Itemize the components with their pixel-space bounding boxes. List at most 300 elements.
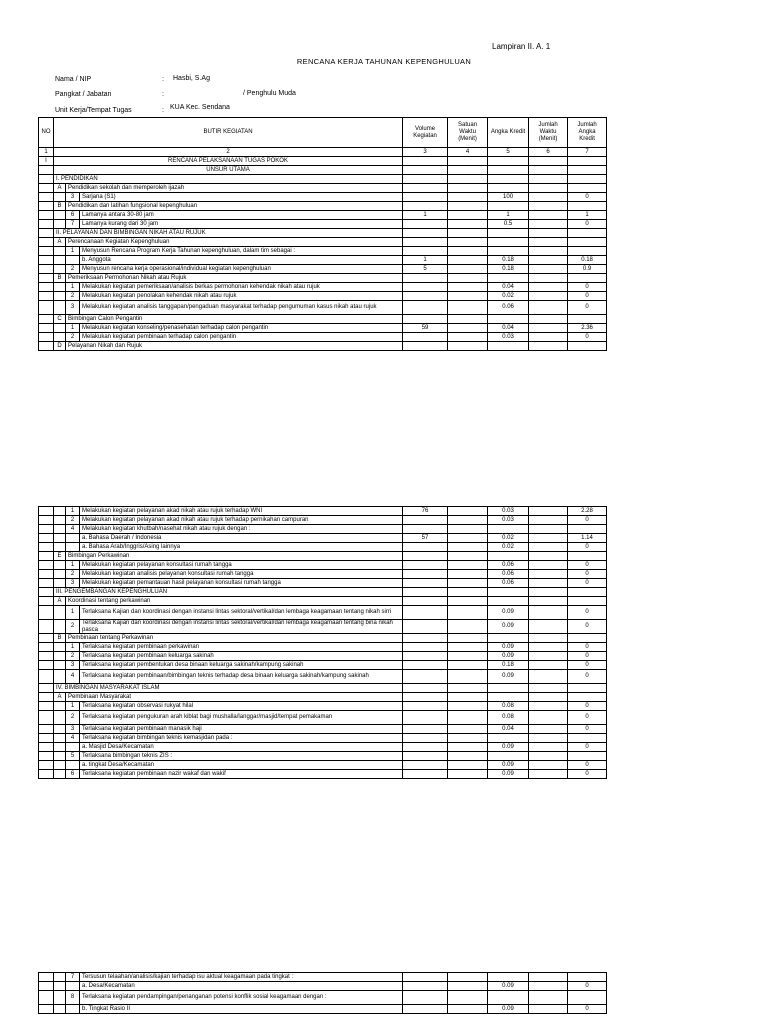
cell-no: [39, 1005, 54, 1014]
cell-no: [39, 220, 54, 229]
cell-jumlah-waktu: [529, 516, 568, 525]
cell-sub-letter: A: [54, 184, 66, 193]
cell-jumlah-angka: 0.18: [568, 256, 607, 265]
cell-item-text: Terlaksana bimbingan teknis ZIS :: [80, 752, 403, 761]
cell-no: I: [39, 157, 54, 166]
cell-angka-kredit: 0.09: [488, 743, 529, 752]
cell-no: [39, 588, 54, 597]
table-row: [39, 588, 607, 597]
cell-jumlah-angka: [568, 525, 607, 534]
cell-jumlah-angka: [568, 247, 607, 256]
cell-no: [39, 652, 54, 661]
cell-sub-letter: [54, 752, 66, 761]
cell-sub-heading: Bimbingan Calon Pengantin: [66, 315, 403, 324]
table-row: [39, 157, 607, 166]
cell-volume: [403, 342, 448, 351]
cell-jumlah-angka: [568, 693, 607, 702]
cell-volume: [403, 175, 448, 184]
cell-item-number: 2: [66, 620, 80, 634]
cell-satuan: [448, 561, 488, 570]
cell-angka-kredit: 0.09: [488, 643, 529, 652]
cell-angka-kredit: [488, 315, 529, 324]
cell-no: [39, 552, 54, 561]
cell-item-text: Terlaksana kegiatan pembinaan keluarga sakinah: [80, 652, 403, 661]
cell-jumlah-angka: 0: [568, 982, 607, 991]
table-row: [39, 202, 607, 211]
cell-angka-kredit: 0.09: [488, 982, 529, 991]
cell-jumlah-waktu: [529, 292, 568, 301]
cell-angka-kredit: [488, 342, 529, 351]
cell-item-text: Terlaksana kegiatan pembentukan desa binaan keluarga sakinah/kampung sakinah: [80, 661, 403, 670]
cell-sub-letter: [54, 324, 66, 333]
cell-jumlah-waktu: [529, 606, 568, 620]
cell-sub-heading: Pembinaan Masyarakat: [66, 693, 403, 702]
cell-satuan: [448, 220, 488, 229]
cell-satuan: [448, 725, 488, 734]
cell-item-text: Melakukan kegiatan pelayanan akad nikah atau rujuk terhadap WNI: [80, 507, 403, 516]
cell-jumlah-angka: [568, 552, 607, 561]
table-row: [39, 543, 607, 552]
cell-sub-letter: [54, 734, 66, 743]
cell-no: [39, 561, 54, 570]
cell-no: [39, 211, 54, 220]
cell-item-text: Melakukan kegiatan analisis pelayanan konsultasi rumah tangga: [80, 570, 403, 579]
cell-satuan: [448, 283, 488, 292]
info-value-nama: Hasbi, S.Ag: [173, 75, 210, 82]
cell-sub-letter: [54, 265, 66, 274]
col-number: 6: [529, 148, 568, 157]
cell-sub-letter: [54, 606, 66, 620]
cell-volume: [403, 301, 448, 315]
cell-no: [39, 516, 54, 525]
table-row: [39, 175, 607, 184]
cell-item-text: Melakukan kegiatan pelayanan akad nikah atau rujuk terhadap pernikahan campuran: [80, 516, 403, 525]
cell-sub-letter: A: [54, 238, 66, 247]
cell-volume: [403, 184, 448, 193]
cell-item-number: 2: [66, 292, 80, 301]
cell-jumlah-waktu: [529, 507, 568, 516]
table-row: [39, 620, 607, 634]
cell-item-number: 8: [66, 991, 80, 1005]
table-row: [39, 973, 607, 982]
cell-satuan: [448, 552, 488, 561]
cell-angka-kredit: [488, 274, 529, 283]
cell-sub-letter: [54, 702, 66, 711]
cell-volume: 57: [403, 534, 448, 543]
cell-jumlah-waktu: [529, 561, 568, 570]
table-row: [39, 991, 607, 1005]
cell-satuan: [448, 991, 488, 1005]
cell-satuan: [448, 315, 488, 324]
cell-item-text: Terlaksana kegiatan observasi rukyat hilal: [80, 702, 403, 711]
cell-item-text: Terlaksana kegiatan pembinaan nazir wakaf dan wakif: [80, 770, 403, 779]
cell-item-number: 3: [66, 579, 80, 588]
cell-no: [39, 770, 54, 779]
cell-jumlah-waktu: [529, 693, 568, 702]
table-header-row: [39, 118, 607, 148]
cell-volume: [403, 661, 448, 670]
cell-item-number: 5: [66, 752, 80, 761]
cell-sub-letter: [54, 982, 66, 991]
cell-volume: [403, 166, 448, 175]
table-row: [39, 579, 607, 588]
cell-jumlah-angka: [568, 175, 607, 184]
cell-volume: [403, 725, 448, 734]
cell-item-number: [66, 743, 80, 752]
cell-item-text: Melakukan kegiatan khutbah/nasehat nikah atau rujuk dengan :: [80, 525, 403, 534]
cell-jumlah-waktu: [529, 525, 568, 534]
col-number: 2: [54, 148, 403, 157]
cell-sub-heading: Pemeriksaan Permohonan Nikah atau Rujuk: [66, 274, 403, 283]
cell-volume: [403, 734, 448, 743]
cell-satuan: [448, 606, 488, 620]
cell-jumlah-waktu: [529, 643, 568, 652]
cell-sub-heading: Pembinaan tentang Perkawinan: [66, 634, 403, 643]
cell-item-number: 3: [66, 301, 80, 315]
cell-item-number: 1: [66, 507, 80, 516]
cell-volume: [403, 561, 448, 570]
cell-item-number: 1: [66, 247, 80, 256]
info-colon: :: [162, 107, 164, 114]
cell-item-text: a. Desa/Kecamatan: [80, 982, 403, 991]
cell-item-text: Terlaksana kegiatan pembinaan manasik haji: [80, 725, 403, 734]
cell-satuan: [448, 301, 488, 315]
cell-jumlah-angka: 0: [568, 193, 607, 202]
cell-volume: [403, 702, 448, 711]
cell-no: [39, 301, 54, 315]
cell-jumlah-angka: 1.14: [568, 534, 607, 543]
cell-item-text: Melakukan kegiatan konseling/penasehatan terhadap calon pengantin: [80, 324, 403, 333]
cell-jumlah-angka: [568, 315, 607, 324]
cell-item-text: Terlaksana Kajian dan koordinasi dengan instansi lintas sektoral/vertikal/dan lembaga keagamaan tentang bina nikah pasca: [80, 620, 403, 634]
cell-jumlah-angka: 0: [568, 516, 607, 525]
cell-no: [39, 684, 54, 693]
cell-jumlah-waktu: [529, 229, 568, 238]
cell-no: [39, 507, 54, 516]
cell-angka-kredit: [488, 684, 529, 693]
cell-volume: [403, 634, 448, 643]
cell-jumlah-waktu: [529, 202, 568, 211]
cell-satuan: [448, 711, 488, 725]
cell-no: [39, 643, 54, 652]
cell-angka-kredit: 0.18: [488, 256, 529, 265]
cell-jumlah-angka: 0: [568, 292, 607, 301]
cell-volume: [403, 761, 448, 770]
cell-sub-letter: [54, 534, 66, 543]
cell-sub-letter: D: [54, 342, 66, 351]
cell-item-text: a. tingkat Desa/Kecamatan: [80, 761, 403, 770]
cell-jumlah-waktu: [529, 579, 568, 588]
info-colon: :: [162, 76, 164, 83]
cell-no: [39, 711, 54, 725]
cell-angka-kredit: 0.06: [488, 301, 529, 315]
cell-item-text: Menyusun Rencana Program Kerja Tahunan kepenghuluan, dalam tim sebagai :: [80, 247, 403, 256]
cell-sub-letter: B: [54, 634, 66, 643]
cell-angka-kredit: [488, 157, 529, 166]
cell-sub-heading: Perencanaan Kegiatan Kepenghuluan: [66, 238, 403, 247]
cell-jumlah-waktu: [529, 588, 568, 597]
cell-satuan: [448, 333, 488, 342]
cell-jumlah-angka: 0: [568, 670, 607, 684]
cell-volume: 76: [403, 507, 448, 516]
cell-jumlah-angka: 0: [568, 652, 607, 661]
cell-jumlah-waktu: [529, 620, 568, 634]
cell-jumlah-angka: 0: [568, 725, 607, 734]
cell-jumlah-angka: [568, 734, 607, 743]
cell-item-number: 2: [66, 265, 80, 274]
cell-item-number: 3: [66, 661, 80, 670]
cell-sub-letter: [54, 579, 66, 588]
cell-sub-letter: [54, 991, 66, 1005]
cell-no: [39, 982, 54, 991]
cell-jumlah-waktu: [529, 247, 568, 256]
cell-volume: [403, 606, 448, 620]
cell-item-number: 6: [66, 770, 80, 779]
cell-jumlah-angka: 0: [568, 702, 607, 711]
cell-satuan: [448, 743, 488, 752]
cell-item-number: 1: [66, 606, 80, 620]
cell-angka-kredit: 0.04: [488, 324, 529, 333]
cell-angka-kredit: 0.04: [488, 725, 529, 734]
cell-angka-kredit: 0.5: [488, 220, 529, 229]
cell-item-text: Sarjana (S1): [80, 193, 403, 202]
cell-no: [39, 525, 54, 534]
info-value-unit: KUA Kec. Sendana: [170, 104, 230, 111]
cell-jumlah-waktu: [529, 543, 568, 552]
cell-sub-heading: Koordinasi tentang perkawinan: [66, 597, 403, 606]
cell-angka-kredit: 0.02: [488, 543, 529, 552]
cell-satuan: [448, 193, 488, 202]
cell-section-heading: III. PENGEMBANGAN KEPENGHULUAN: [54, 588, 403, 597]
lampiran-label: Lampiran II. A. 1: [492, 42, 551, 51]
cell-angka-kredit: 0.03: [488, 333, 529, 342]
cell-item-number: 1: [66, 643, 80, 652]
cell-jumlah-waktu: [529, 734, 568, 743]
cell-no: [39, 283, 54, 292]
table-row: [39, 534, 607, 543]
cell-jumlah-angka: 0: [568, 579, 607, 588]
table-row: [39, 643, 607, 652]
cell-angka-kredit: 100: [488, 193, 529, 202]
cell-volume: [403, 588, 448, 597]
table-row: [39, 561, 607, 570]
cell-volume: [403, 597, 448, 606]
cell-no: [39, 315, 54, 324]
cell-angka-kredit: 0.03: [488, 507, 529, 516]
cell-volume: [403, 670, 448, 684]
cell-satuan: [448, 274, 488, 283]
cell-sub-letter: [54, 507, 66, 516]
cell-satuan: [448, 652, 488, 661]
cell-sub-letter: [54, 301, 66, 315]
cell-angka-kredit: [488, 229, 529, 238]
cell-jumlah-waktu: [529, 342, 568, 351]
cell-angka-kredit: [488, 752, 529, 761]
cell-item-number: 2: [66, 333, 80, 342]
cell-jumlah-waktu: [529, 973, 568, 982]
cell-angka-kredit: 0.09: [488, 620, 529, 634]
cell-sub-letter: [54, 670, 66, 684]
info-value-pangkat: / Penghulu Muda: [243, 90, 296, 97]
cell-no: [39, 620, 54, 634]
cell-jumlah-angka: 0: [568, 1005, 607, 1014]
cell-sub-letter: [54, 725, 66, 734]
cell-volume: [403, 315, 448, 324]
cell-jumlah-waktu: [529, 175, 568, 184]
cell-jumlah-waktu: [529, 211, 568, 220]
cell-volume: 59: [403, 324, 448, 333]
cell-satuan: [448, 670, 488, 684]
cell-angka-kredit: [488, 734, 529, 743]
cell-angka-kredit: [488, 588, 529, 597]
info-label-nama: Nama / NIP: [55, 76, 92, 83]
cell-item-number: 7: [66, 973, 80, 982]
cell-satuan: [448, 734, 488, 743]
table-row: [39, 761, 607, 770]
cell-sub-letter: [54, 333, 66, 342]
cell-jumlah-waktu: [529, 761, 568, 770]
cell-satuan: [448, 292, 488, 301]
header-angka: Angka Kredit: [488, 118, 529, 148]
cell-angka-kredit: [488, 166, 529, 175]
cell-jumlah-waktu: [529, 725, 568, 734]
cell-no: [39, 247, 54, 256]
cell-angka-kredit: [488, 202, 529, 211]
cell-item-text: Terlaksana Kajian dan koordinasi dengan instansi lintas sektoral/vertikal/dan lembaga keagamaan tentang nikah sirri: [80, 606, 403, 620]
cell-no: [39, 265, 54, 274]
cell-satuan: [448, 579, 488, 588]
cell-item-number: [66, 256, 80, 265]
cell-no: [39, 597, 54, 606]
cell-item-number: 3: [66, 193, 80, 202]
cell-jumlah-waktu: [529, 634, 568, 643]
cell-no: [39, 274, 54, 283]
cell-volume: [403, 743, 448, 752]
cell-angka-kredit: 0.06: [488, 561, 529, 570]
cell-item-text: Melakukan kegiatan pemantauan hasil pelayanan konsultasi rumah tangga: [80, 579, 403, 588]
header-jumlah-waktu: Jumlah Waktu (Menit): [529, 118, 568, 148]
cell-jumlah-angka: [568, 274, 607, 283]
cell-sub-letter: C: [54, 315, 66, 324]
cell-sub-letter: [54, 543, 66, 552]
cell-jumlah-angka: [568, 752, 607, 761]
cell-satuan: [448, 211, 488, 220]
table-row: [39, 274, 607, 283]
cell-volume: [403, 283, 448, 292]
cell-jumlah-angka: 0: [568, 661, 607, 670]
cell-volume: [403, 991, 448, 1005]
info-label-unit: Unit Kerja/Tempat Tugas: [55, 107, 132, 114]
table-row: [39, 211, 607, 220]
cell-item-number: 2: [66, 516, 80, 525]
cell-section-title: RENCANA PELAKSANAAN TUGAS POKOK: [54, 157, 403, 166]
cell-satuan: [448, 570, 488, 579]
cell-sub-letter: [54, 516, 66, 525]
cell-jumlah-angka: 0: [568, 570, 607, 579]
cell-angka-kredit: 0.04: [488, 283, 529, 292]
table-row: [39, 684, 607, 693]
cell-sub-letter: [54, 561, 66, 570]
cell-angka-kredit: 0.03: [488, 516, 529, 525]
header-no: NO: [39, 118, 54, 148]
cell-angka-kredit: 0.09: [488, 761, 529, 770]
cell-jumlah-waktu: [529, 157, 568, 166]
cell-volume: [403, 220, 448, 229]
cell-no: [39, 761, 54, 770]
table-row: [39, 711, 607, 725]
cell-no: [39, 342, 54, 351]
cell-no: [39, 570, 54, 579]
cell-item-number: 4: [66, 734, 80, 743]
cell-no: [39, 743, 54, 752]
cell-sub-letter: A: [54, 597, 66, 606]
cell-sub-letter: [54, 283, 66, 292]
cell-jumlah-angka: [568, 202, 607, 211]
cell-satuan: [448, 752, 488, 761]
cell-satuan: [448, 166, 488, 175]
cell-volume: [403, 193, 448, 202]
table-row: [39, 247, 607, 256]
cell-jumlah-angka: 0: [568, 220, 607, 229]
cell-sub-letter: [54, 193, 66, 202]
cell-angka-kredit: [488, 991, 529, 1005]
cell-satuan: [448, 643, 488, 652]
table-row: [39, 670, 607, 684]
kegiatan-table-page1: [38, 117, 607, 351]
cell-no: [39, 229, 54, 238]
cell-sub-heading: Pendidikan dan latihan fungsional kepenghuluan: [66, 202, 403, 211]
cell-angka-kredit: 0.18: [488, 265, 529, 274]
cell-satuan: [448, 342, 488, 351]
cell-sub-letter: B: [54, 202, 66, 211]
header-volume: Volume Kegiatan: [403, 118, 448, 148]
cell-jumlah-angka: [568, 238, 607, 247]
cell-jumlah-waktu: [529, 166, 568, 175]
cell-sub-letter: [54, 661, 66, 670]
table-row: [39, 265, 607, 274]
cell-item-text: Melakukan kegiatan penolakan kehendak nikah atau rujuk: [80, 292, 403, 301]
table-row: [39, 734, 607, 743]
cell-jumlah-angka: 2.28: [568, 507, 607, 516]
cell-item-text: Terlaksana kegiatan pengukuran arah kiblat bagi mushalla/langgar/masjid/tempat pemakaman: [80, 711, 403, 725]
cell-angka-kredit: 0.09: [488, 770, 529, 779]
table-row: [39, 516, 607, 525]
cell-item-text: b. Tingkat Rasio II: [80, 1005, 403, 1014]
cell-jumlah-waktu: [529, 315, 568, 324]
cell-angka-kredit: 0.02: [488, 292, 529, 301]
cell-volume: [403, 525, 448, 534]
cell-satuan: [448, 184, 488, 193]
cell-no: [39, 193, 54, 202]
table-row: [39, 184, 607, 193]
cell-jumlah-angka: 0: [568, 561, 607, 570]
cell-jumlah-waktu: [529, 256, 568, 265]
column-number-row: [39, 148, 607, 157]
cell-volume: [403, 552, 448, 561]
cell-volume: [403, 711, 448, 725]
cell-satuan: [448, 702, 488, 711]
cell-jumlah-angka: 0: [568, 333, 607, 342]
cell-volume: [403, 652, 448, 661]
cell-satuan: [448, 620, 488, 634]
cell-jumlah-waktu: [529, 597, 568, 606]
cell-no: [39, 543, 54, 552]
cell-section-heading: IV. BIMBINGAN MASYARAKAT ISLAM: [54, 684, 403, 693]
cell-angka-kredit: 0.18: [488, 661, 529, 670]
cell-jumlah-angka: 0: [568, 543, 607, 552]
cell-jumlah-waktu: [529, 652, 568, 661]
cell-jumlah-angka: 0: [568, 761, 607, 770]
